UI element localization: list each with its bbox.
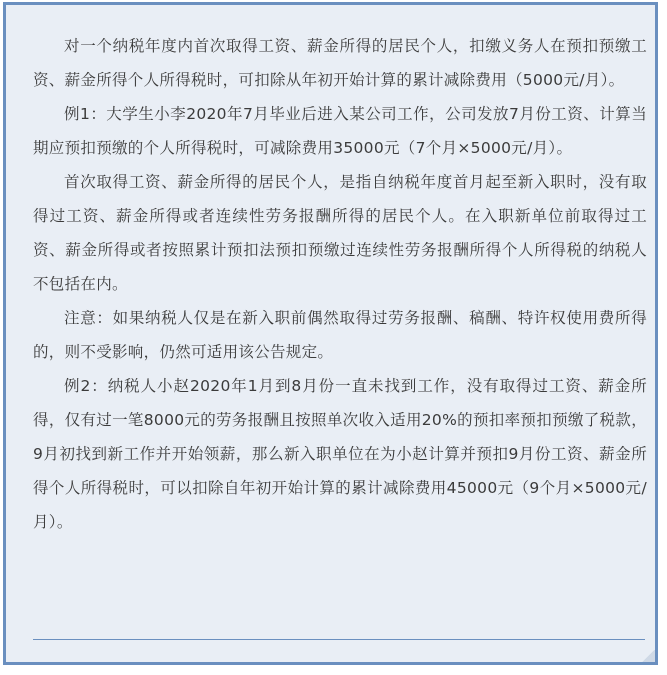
paragraph-first-income-deduction: 对一个纳税年度内首次取得工资、薪金所得的居民个人，扣缴义务人在预扣预缴工资、薪金所得个人所得税时，可扣除从年初开始计算的累计减除费用（5000元/月）。 bbox=[33, 37, 647, 89]
bottom-divider bbox=[33, 639, 645, 640]
paragraph-example-1: 例1：大学生小李2020年7月毕业后进入某公司工作，公司发放7月份工资、计算当期应预扣预缴的个人所得税时，可减除费用35000元（7个月×5000元/月）。 bbox=[33, 105, 647, 157]
corner-fold bbox=[641, 650, 655, 662]
paragraph-definition: 首次取得工资、薪金所得的居民个人，是指自纳税年度首月起至新入职时，没有取得过工资、薪金所得或者连续性劳务报酬所得的居民个人。在入职新单位前取得过工资、薪金所得或者按照累计预扣法预扣预缴过连续性劳务报酬所得个人所得税的纳税人不包括在内。 bbox=[33, 173, 647, 293]
paragraph-note: 注意：如果纳税人仅是在新入职前偶然取得过劳务报酬、稿酬、特许权使用费所得的，则不受影响，仍然可适用该公告规定。 bbox=[33, 309, 647, 361]
article-body bbox=[33, 29, 647, 539]
article-frame bbox=[3, 2, 658, 665]
paragraph-example-2: 例2：纳税人小赵2020年1月到8月份一直未找到工作，没有取得过工资、薪金所得，仅有过一笔8000元的劳务报酬且按照单次收入适用20%的预扣率预扣预缴了税款，9月初找到新工作并开始领薪，那么新入职单位在为小赵计算并预扣9月份工资、薪金所得个人所得税时，可以扣除自年初开始计算的累计减除费用45000元（9个月×5000元/月）。 bbox=[33, 377, 647, 531]
